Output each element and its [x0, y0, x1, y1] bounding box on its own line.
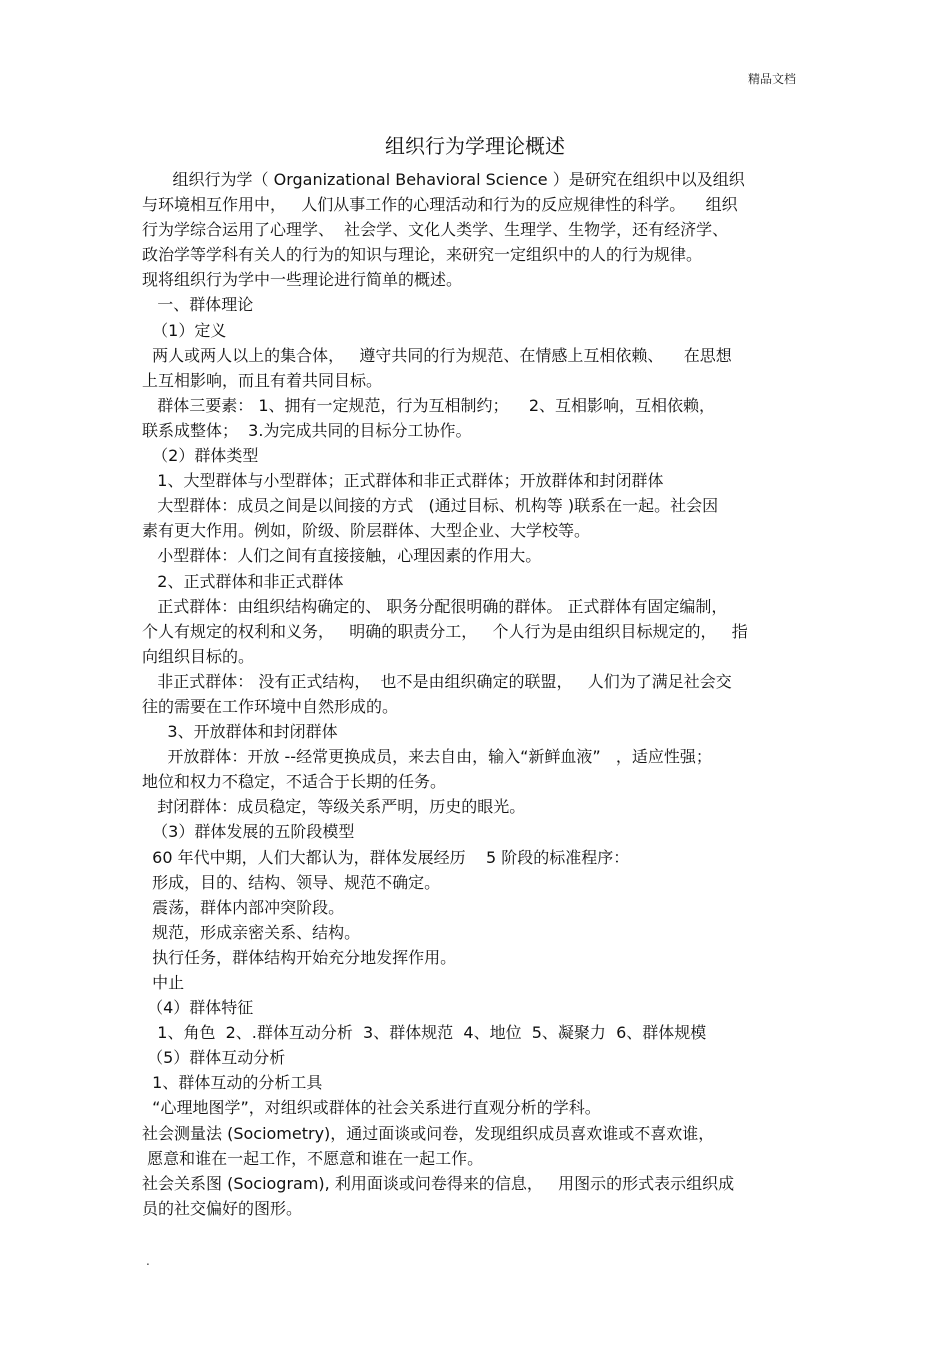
text-line: 往的需要在工作环境中自然形成的。 [142, 696, 399, 716]
text-line: 个人有规定的权利和义务， 明确的职责分工， 个人行为是由组织目标规定的， 指 [142, 621, 748, 641]
text-line: 组织行为学（ Organizational Behavioral Science ）是研究在组织中以及组织 [142, 170, 745, 189]
text-line: 与环境相互作用中， 人们从事工作的心理活动和行为的反应规律性的科学。 组织 [142, 195, 738, 215]
text-line: 向组织目标的。 [142, 646, 255, 666]
document-body [142, 167, 810, 1221]
text-line: 社会关系图 (Sociogram), 利用面谈或问卷得来的信息， 用图示的形式表示组织成 [142, 1173, 735, 1193]
text-line: （4）群体特征 [142, 998, 254, 1018]
page-title: 组织行为学理论概述 [385, 134, 565, 158]
text-line: 地位和权力不稳定，不适合于长期的任务。 [142, 772, 447, 792]
text-line: （3）群体发展的五阶段模型 [142, 822, 355, 842]
text-line: “心理地图学”，对组织或群体的社会关系进行直观分析的学科。 [142, 1098, 601, 1118]
text-line: （5）群体互动分析 [142, 1048, 286, 1068]
text-line: 规范，形成亲密关系、结构。 [142, 922, 361, 942]
text-line: 1、大型群体与小型群体；正式群体和非正式群体；开放群体和封闭群体 [142, 471, 664, 491]
text-line: 3、开放群体和封闭群体 [142, 722, 338, 742]
text-line: （2）群体类型 [142, 446, 259, 466]
text-line: 素有更大作用。例如，阶级、阶层群体、大型企业、大学校等。 [142, 521, 591, 541]
text-line: 执行任务，群体结构开始充分地发挥作用。 [142, 947, 457, 967]
text-line: 一、群体理论 [142, 295, 254, 315]
text-line: 社会测量法 (Sociometry)，通过面谈或问卷，发现组织成员喜欢谁或不喜欢谁， [142, 1123, 715, 1143]
text-line: 1、群体互动的分析工具 [142, 1073, 323, 1093]
text-line: 大型群体：成员之间是以间接的方式 (通过目标、机构等 )联系在一起。社会因 [142, 496, 719, 516]
text-line: 形成，目的、结构、领导、规范不确定。 [142, 872, 441, 892]
text-line: 两人或两人以上的集合体， 遵守共同的行为规范、在情感上互相依赖、 在思想 [142, 345, 732, 365]
text-line: 震荡，群体内部冲突阶段。 [142, 897, 345, 917]
footer-dot: . [146, 1254, 150, 1268]
text-line: 60 年代中期，人们大都认为，群体发展经历 5 阶段的标准程序： [142, 847, 630, 867]
text-line: 开放群体：开放 --经常更换成员，来去自由，输入“新鲜血液” ，适应性强； [142, 747, 712, 767]
text-line: 非正式群体： 没有正式结构， 也不是由组织确定的联盟， 人们为了满足社会交 [142, 671, 732, 691]
text-line: 群体三要素： 1、拥有一定规范，行为互相制约； 2、互相影响，互相依赖， [142, 395, 716, 415]
text-line: 封闭群体：成员稳定，等级关系严明，历史的眼光。 [142, 797, 526, 817]
text-line: （1）定义 [142, 320, 227, 340]
text-line: 政治学等学科有关人的行为的知识与理论，来研究一定组织中的人的行为规律。 [142, 245, 703, 265]
text-line: 1、角色 2、.群体互动分析 3、群体规范 4、地位 5、凝聚力 6、群体规模 [142, 1023, 707, 1043]
text-line: 行为学综合运用了心理学、 社会学、文化人类学、生理学、生物学，还有经济学、 [142, 220, 729, 240]
header-mark: 精品文档 [748, 72, 797, 86]
text-line: 上互相影响，而且有着共同目标。 [142, 370, 383, 390]
text-line: 2、正式群体和非正式群体 [142, 571, 344, 591]
text-line: 中止 [142, 973, 185, 992]
text-line: 小型群体：人们之间有直接接触，心理因素的作用大。 [142, 546, 542, 566]
text-line: 愿意和谁在一起工作，不愿意和谁在一起工作。 [142, 1148, 484, 1168]
text-line: 现将组织行为学中一些理论进行简单的概述。 [142, 270, 463, 290]
text-line: 联系成整体； 3.为完成共同的目标分工协作。 [142, 420, 472, 440]
text-line: 正式群体：由组织结构确定的、 职务分配很明确的群体。 正式群体有固定编制， [142, 596, 728, 616]
text-line: 员的社交偏好的图形。 [142, 1198, 303, 1218]
